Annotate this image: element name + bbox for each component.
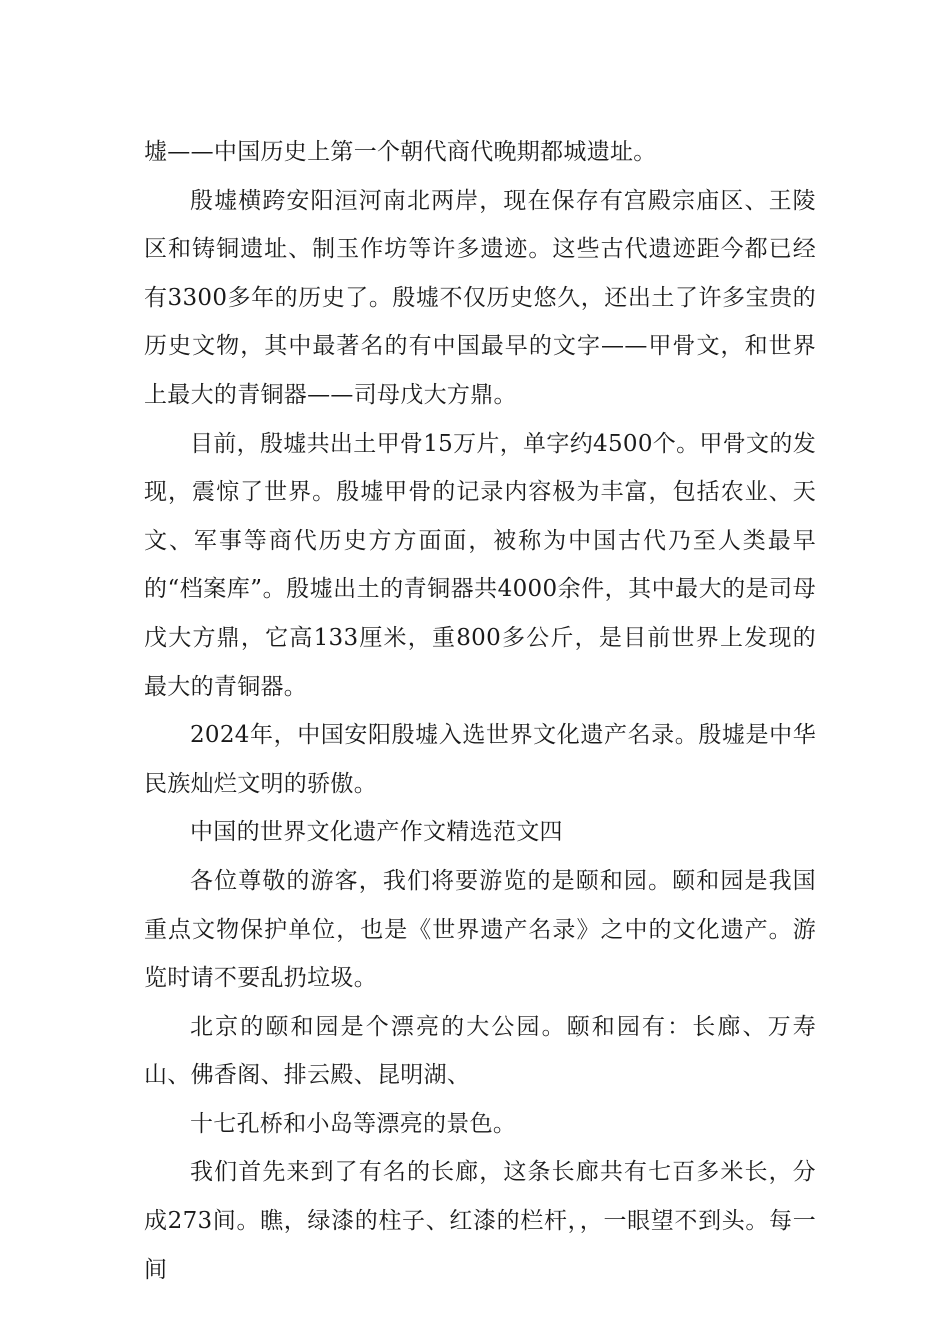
paragraph-8: 我们首先来到了有名的长廊，这条长廊共有七百多米长，分成273间。瞧，绿漆的柱子、红漆的栏杆，，一眼望不到头。每一间 xyxy=(144,1159,816,1283)
document-body xyxy=(144,128,816,1294)
paragraph-7: 十七孔桥和小岛等漂亮的景色。 xyxy=(190,1110,517,1137)
section-heading: 中国的世界文化遗产作文精选范文四 xyxy=(190,819,563,846)
paragraph-2: 殷墟横跨安阳洹河南北两岸，现在保存有宫殿宗庙区、王陵区和铸铜遗址、制玉作坊等许多遗迹。这些古代遗迹距今都已经有3300多年的历史了。殷墟不仅历史悠久，还出土了许多宝贵的历史文物，其中最著名的有中国最早的文字——甲骨文，和世界上最大的青铜器——司母戊大方鼎。 xyxy=(144,187,816,408)
paragraph-5: 各位尊敬的游客，我们将要游览的是颐和园。颐和园是我国重点文物保护单位，也是《世界遗产名录》之中的文化遗产。游览时请不要乱扔垃圾。 xyxy=(144,867,816,992)
paragraph-3: 目前，殷墟共出土甲骨15万片，单字约4500个。甲骨文的发现，震惊了世界。殷墟甲骨的记录内容极为丰富，包括农业、天文、军事等商代历史方方面面，被称为中国古代乃至人类最早的“档案库”。殷墟出土的青铜器共4000余件，其中最大的是司母戊大方鼎，它高133厘米，重800多公斤，是目前世界上发现的最大的青铜器。 xyxy=(144,430,816,700)
paragraph-4: 2024年，中国安阳殷墟入选世界文化遗产名录。殷墟是中华民族灿烂文明的骄傲。 xyxy=(144,722,816,797)
paragraph-1: 墟——中国历史上第一个朝代商代晚期都城遗址。 xyxy=(144,139,657,165)
paragraph-6: 北京的颐和园是个漂亮的大公园。颐和园有：长廊、万寿山、佛香阁、排云殿、昆明湖、 xyxy=(144,1013,816,1089)
